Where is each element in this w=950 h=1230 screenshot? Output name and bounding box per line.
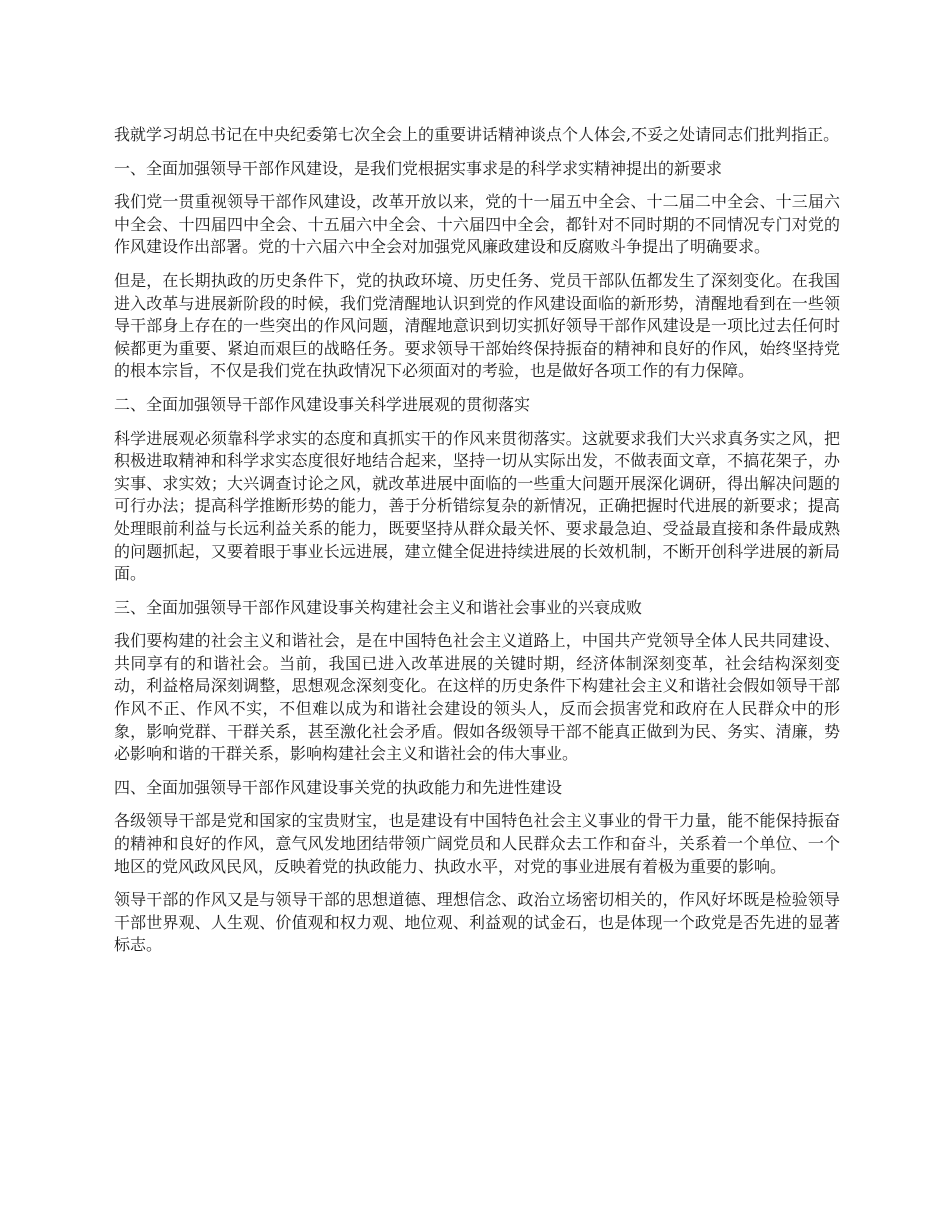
section-heading-3: 三、全面加强领导干部作风建设事关构建社会主义和谐社会事业的兴衰成败 — [114, 597, 643, 617]
intro-paragraph: 我就学习胡总书记在中央纪委第七次全会上的重要讲话精神谈点个人体会,不妥之处请同志们批判指正。 — [114, 125, 840, 144]
section-heading-1: 一、全面加强领导干部作风建设，是我们党根据实事求是的科学求实精神提出的新要求 — [114, 158, 723, 178]
body-paragraph: 但是，在长期执政的历史条件下，党的执政环境、历史任务、党员干部队伍都发生了深刻变化。在我国进入改革与进展新阶段的时候，我们党清醒地认识到党的作风建设面临的新形势，清醒地看到在一些领导干部身上存在的一些突出的作风问题，清醒地意识到切实抓好领导干部作风建设是一项比过去任何时候都更为重要、紧迫而艰巨的战略任务。要求领导干部始终保持振奋的精神和良好的作风，始终坚持党的根本宗旨，不仅是我们党在执政情况下必须面对的考验，也是做好各项工作的有力保障。 — [114, 270, 840, 381]
body-paragraph: 领导干部的作风又是与领导干部的思想道德、理想信念、政治立场密切相关的，作风好坏既是检验领导干部世界观、人生观、价值观和权力观、地位观、利益观的试金石，也是体现一个政党是否先进的显著标志。 — [114, 890, 840, 955]
document-body — [114, 124, 840, 968]
section-heading-2: 二、全面加强领导干部作风建设事关科学进展观的贯彻落实 — [114, 394, 531, 414]
body-paragraph: 科学进展观必须靠科学求实的态度和真抓实干的作风来贯彻落实。这就要求我们大兴求真务实之风，把积极进取精神和科学求实态度很好地结合起来，坚持一切从实际出发，不做表面文章，不搞花架子，办实事、求实效；大兴调查讨论之风，就改革进展中面临的一些重大问题开展深化调研，得出解决问题的可行办法；提高科学推断形势的能力，善于分析错综复杂的新情况，正确把握时代进展的新要求；提高处理眼前利益与长远利益关系的能力，既要坚持从群众最关怀、要求最急迫、受益最直接和条件最成熟的问题抓起，又要着眼于事业长远进展，建立健全促进持续进展的长效机制，不断开创科学进展的新局面。 — [114, 428, 840, 584]
section-heading-4: 四、全面加强领导干部作风建设事关党的执政能力和先进性建设 — [114, 777, 563, 797]
body-paragraph: 我们党一贯重视领导干部作风建设，改革开放以来，党的十一届五中全会、十二届二中全会、十三届六中全会、十四届四中全会、十五届六中全会、十六届四中全会，都针对不同时期的不同情况专门对党的作风建设作出部署。党的十六届六中全会对加强党风廉政建设和反腐败斗争提出了明确要求。 — [114, 192, 840, 257]
body-paragraph: 我们要构建的社会主义和谐社会，是在中国特色社会主义道路上，中国共产党领导全体人民共同建设、共同享有的和谐社会。当前，我国已进入改革进展的关键时期，经济体制深刻变革，社会结构深刻变动，利益格局深刻调整，思想观念深刻变化。在这样的历史条件下构建社会主义和谐社会假如领导干部作风不正、作风不实，不但难以成为和谐社会建设的领头人，反而会损害党和政府在人民群众中的形象，影响党群、干群关系，甚至激化社会矛盾。假如各级领导干部不能真正做到为民、务实、清廉，势必影响和谐的干群关系，影响构建社会主义和谐社会的伟大事业。 — [114, 631, 840, 764]
body-paragraph: 各级领导干部是党和国家的宝贵财宝，也是建设有中国特色社会主义事业的骨干力量，能不能保持振奋的精神和良好的作风，意气风发地团结带领广阔党员和人民群众去工作和奋斗，关系着一个单位、一个地区的党风政风民风，反映着党的执政能力、执政水平，对党的事业进展有着极为重要的影响。 — [114, 811, 840, 876]
